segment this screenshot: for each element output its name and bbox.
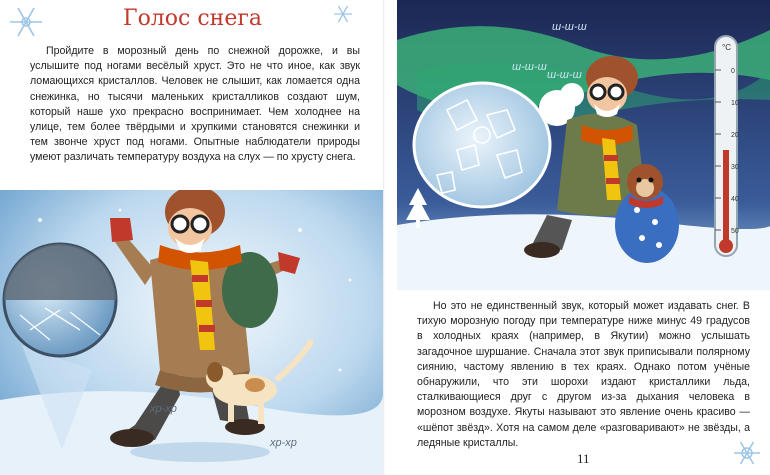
sound-label: хр-хр <box>270 437 297 449</box>
whisper-label: ш-ш-ш <box>547 69 582 81</box>
thermometer-tick-label: 0 <box>731 68 735 75</box>
whisper-label: ш-ш-ш <box>552 21 587 33</box>
thermometer-tick-label: 30 <box>731 164 739 171</box>
thermometer-tick-label: 50 <box>731 228 739 235</box>
paragraph: Но это не единственный звук, который может издавать снег. В тихую морозную погоду при температуре ниже минус 49 градусов в холодных краях (например, в Якутии) можно услышать загадочное шуршание. Сначала этот звук приписывали полярному сиянию, частому явлению в тех краях. Однако потом учёные обнаружили, что эти шорохи издают кристаллики льда, сталкивающиеся друг с другом из-за дыхания человека в морозном воздухе. Якуты называют это явление очень красиво — «шёпот звёзд». Хотя на самом деле «разговаривают» не звёзды, а ледяные кристаллы. <box>417 300 750 449</box>
thermometer-tick-label: 40 <box>731 196 739 203</box>
page-number: 11 <box>577 451 590 466</box>
snowflake-icon <box>730 436 764 470</box>
sound-label: хр-хр <box>150 403 177 415</box>
paragraph: Пройдите в морозный день по снежной дорожке, и вы услышите под ногами весёлый хруст. Это не что иное, как звук ломающихся кристаллов. Человек не слышит, как ломается одна снежинка, но тысячи маленьких кристалликов создают шум, который наше ухо прекрасно воспринимает. Чем холоднее на улице, тем более твёрдыми и хрупкими становятся снежинки и тем звонче хруст под ногами. Опытные наблюдатели природы умеют различать температуру воздуха на слух — по хрусту снега. <box>30 45 360 164</box>
body-text <box>417 299 750 451</box>
thermometer <box>715 36 739 256</box>
thermometer-tick-label: 20 <box>731 132 739 139</box>
thermometer-unit: °C <box>722 43 731 52</box>
page-title: Голос снега <box>123 6 262 31</box>
whisper-label: ш-ш-ш <box>512 61 547 73</box>
body-text <box>30 44 360 166</box>
thermometer-tick-label: 10 <box>731 100 739 107</box>
walking-man-illustration <box>0 190 383 475</box>
aurora-illustration <box>397 0 770 290</box>
